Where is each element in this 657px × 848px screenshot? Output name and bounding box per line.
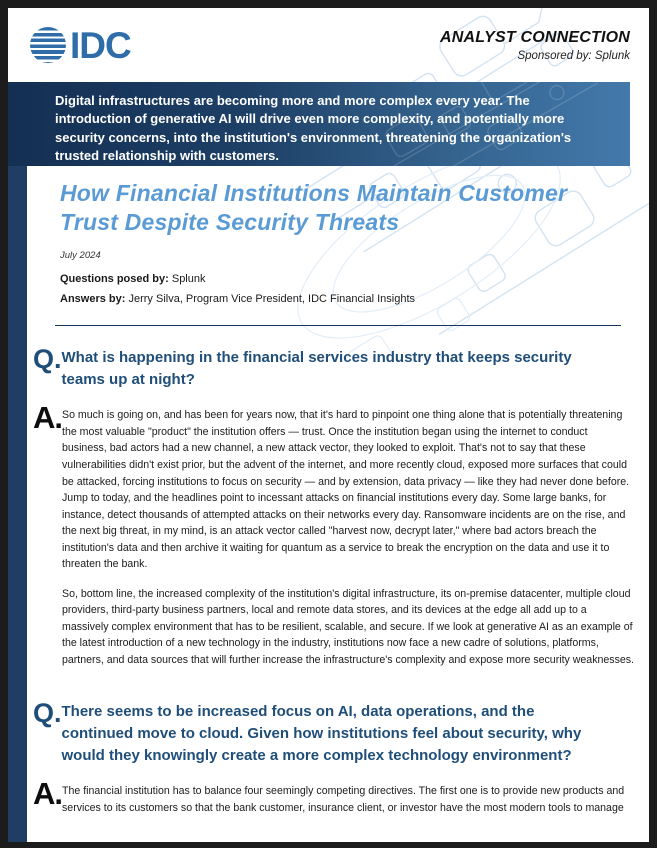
idc-logo: [30, 24, 131, 66]
idc-logo-text: IDC: [70, 24, 131, 66]
body-wrap: [8, 166, 649, 842]
document-header: [8, 8, 649, 82]
document-title: How Financial Institutions Maintain Customer Trust Despite Security Threats: [60, 180, 568, 235]
question-text-2: There seems to be increased focus on AI, data operations, and the continued move to cloud. Given how institutions feel about security, why would they knowingly create a more complex technology environment?: [61, 703, 582, 764]
questions-posed-by-line: [60, 271, 635, 288]
idc-globe-icon: [30, 27, 66, 63]
sponsored-by-text: Sponsored by: Splunk: [517, 49, 630, 62]
qa-section-1: [27, 344, 635, 668]
a-marker-1: A.: [33, 400, 62, 436]
answer-body-2: [62, 780, 635, 816]
question-row-2: [27, 698, 635, 766]
questions-label: Questions posed by:: [60, 272, 169, 285]
answers-label: Answers by:: [60, 293, 126, 306]
attribution-meta: [60, 271, 635, 308]
q-marker-2: Q.: [33, 698, 62, 729]
document-date: July 2024: [60, 249, 101, 261]
answer-2-paragraph-1: The financial institution has to balance four seemingly competing directives. The first one is to provide new products and services to its customers so that the bank customer, insurance client, or investor have the most modern tools to manage: [62, 785, 625, 814]
answers-value: Jerry Silva, Program Vice President, IDC Financial Insights: [125, 293, 415, 306]
section-divider: [55, 325, 621, 326]
questions-value: Splunk: [168, 272, 206, 285]
header-right: [440, 29, 630, 62]
answer-row-1: [27, 400, 635, 668]
qa-section-2: [27, 698, 635, 816]
question-row-1: [27, 344, 635, 391]
answer-1-paragraph-1: So much is going on, and has been for years now, that it's hard to pinpoint one thing alone that is potentially threatening the most valuable "product" the institution offers — trust. Once the institution began using the internet to conduct business, bad actors had a new channel, a new attack vector, they looked to exploit. That's not to say that these vulnerabilities didn't exist prior, but the advent of the internet, and more recently cloud, exposed more surfaces that could be attacked, forcing institutions to focus on security — and by extension, data privacy — like they had never done before. Jump to today, and the headlines point to incessant attacks on financial institutions every day. Some large banks, for instance, detect thousands of attempted attacks on their networks every day. Ransomware incidents are on the rise, and the next big threat, in my mind, is an attack vector called "harvest now, decrypt later," where bad actors breach the institution's data and then archive it waiting for quantum as a service to break the encryption on the data and use it to threaten the bank.: [62, 409, 630, 571]
analyst-connection-kicker: ANALYST CONNECTION: [440, 28, 630, 46]
intro-banner: [8, 82, 630, 166]
content-area: [27, 166, 649, 842]
a-marker-2: A.: [33, 776, 62, 812]
answer-body-1: [62, 404, 635, 668]
answers-by-line: [60, 291, 635, 308]
question-text-1: What is happening in the financial services industry that keeps security teams up at night?: [61, 348, 572, 388]
answer-1-paragraph-2: So, bottom line, the increased complexity of the institution's digital infrastructure, its on-premise datacenter, multiple cloud providers, third-party business partners, local and remote data stores, and its devices at the edge all add up to a massively complex environment that has to be resilient, scalable, and secure. If we look at generative AI as an example of the latest introduction of a new technology in the industry, institutions now face a new cadre of solutions, platforms, partners, and data sources that will further increase the infrastructure's complexity and expose more security weaknesses.: [62, 587, 635, 666]
q-marker-1: Q.: [33, 343, 62, 374]
left-accent-strip: [8, 166, 27, 842]
answer-row-2: [27, 776, 635, 816]
page-inner: [8, 8, 649, 842]
banner-text: Digital infrastructures are becoming more and more complex every year. The introduction of generative AI will drive even more complexity, and potentially more security concerns, into the institution's environment, threatening the organization's trusted relationship with customers.: [55, 93, 572, 164]
